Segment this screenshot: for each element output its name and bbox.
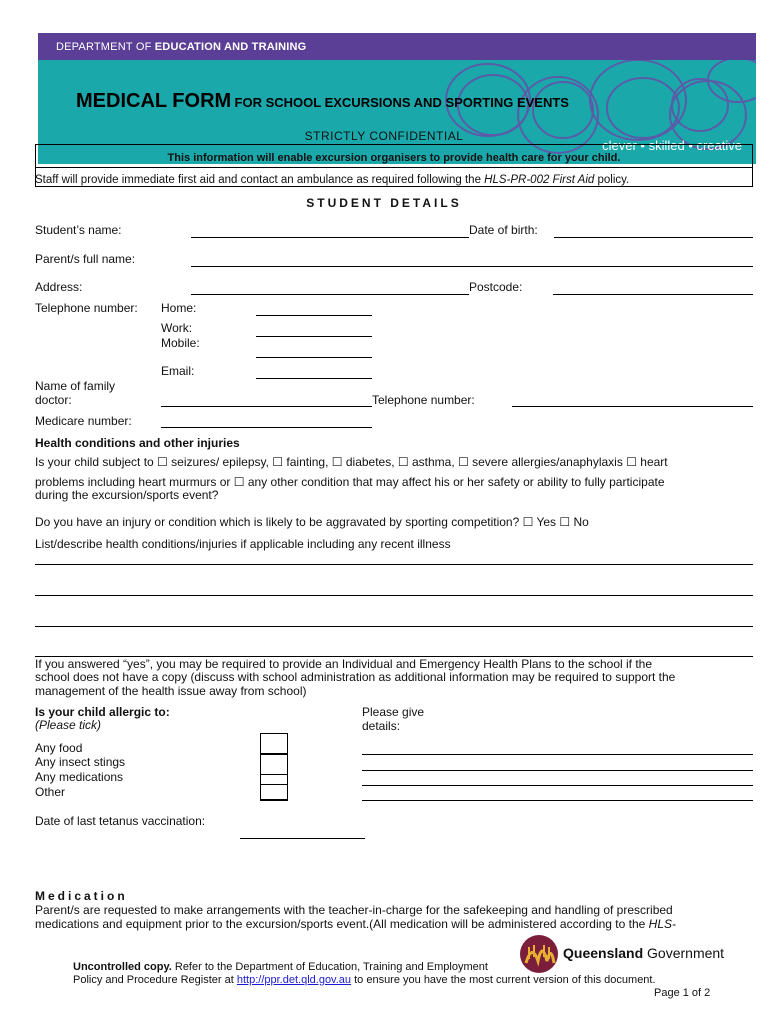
parent-name-field[interactable] (191, 266, 753, 267)
student-name-field[interactable] (191, 237, 469, 238)
conditions-line-3[interactable] (35, 626, 753, 627)
uncontrolled-copy-label: Uncontrolled copy. (73, 961, 172, 973)
tetanus-date-field[interactable] (240, 838, 365, 839)
conditions-line-2[interactable] (35, 595, 753, 596)
form-title-sub: FOR SCHOOL EXCURSIONS AND SPORTING EVENTS (234, 95, 569, 110)
gov-wordmark-bold: Queensland (563, 945, 644, 961)
email-field[interactable] (256, 378, 372, 379)
footer-refer-text: Refer to the Department of Education, Training and Employment (171, 961, 488, 973)
telephone-label: Telephone number: (35, 301, 138, 315)
gov-wordmark-rest: Government (643, 945, 725, 961)
medication-text-line1: Parent/s are requested to make arrangements with the teacher-in-charge for the safekeeping and handling of prescribed (35, 903, 673, 917)
address-field[interactable] (191, 294, 469, 295)
yes-note-line2: school does not have a copy (discuss with school administration as additional information may be required to support the (35, 670, 676, 684)
yes-note-line1: If you answered “yes”, you may be required to provide an Individual and Emergency Health Plans to the school if the (35, 657, 653, 671)
home-phone-field[interactable] (256, 315, 372, 316)
email-label: Email: (161, 364, 195, 378)
work-phone-field[interactable] (256, 336, 372, 337)
medication-text-line2 (35, 917, 676, 931)
parent-name-label: Parent/s full name: (35, 252, 136, 266)
doctor-name-field[interactable] (161, 406, 372, 407)
allergy-item-medications: Any medications (35, 770, 124, 784)
postcode-label: Postcode: (469, 280, 523, 294)
first-aid-policy: HLS-PR-002 First Aid (484, 174, 595, 186)
allergy-details-line-2[interactable] (362, 770, 753, 771)
first-aid-text: Staff will provide immediate first aid and contact an ambulance as required following the (35, 174, 485, 186)
page-number: Page 1 of 2 (654, 987, 711, 999)
tagline: clever • skilled • creative (602, 138, 742, 153)
allergy-details-line-3[interactable] (362, 785, 753, 786)
dob-label: Date of birth: (469, 223, 538, 237)
queensland-government-wordmark (563, 945, 724, 961)
condition-question-line2: problems including heart murmurs or ☐ any other condition that may affect his or her safety or ability to fully participate (35, 475, 665, 489)
footer-line1 (73, 961, 488, 973)
ppr-link[interactable]: http://ppr.det.qld.gov.au (236, 974, 352, 986)
footer-line2 (73, 974, 656, 986)
please-give-label: Please give (362, 705, 425, 719)
form-title-main: MEDICAL FORM (76, 90, 232, 112)
allergy-checkbox-other[interactable] (260, 784, 288, 801)
info-box (35, 144, 753, 187)
allergy-item-insect: Any insect stings (35, 755, 126, 769)
medicare-field[interactable] (161, 427, 372, 428)
please-tick-label: (Please tick) (35, 718, 102, 732)
doctor-label-line2: doctor: (35, 393, 72, 407)
allergy-checkbox-insect[interactable] (260, 754, 288, 775)
medication-heading: Medication (35, 889, 128, 903)
mobile-phone-field[interactable] (256, 357, 372, 358)
medicare-label: Medicare number: (35, 414, 132, 428)
first-aid-text-end: policy. (594, 174, 630, 186)
work-phone-label: Work: (161, 321, 193, 335)
confidential-label: STRICTLY CONFIDENTIAL (304, 129, 464, 143)
dob-field[interactable] (554, 237, 753, 238)
details-label: details: (362, 719, 401, 733)
condition-question-line3: during the excursion/sports event? (35, 488, 219, 502)
info-statement: This information will enable excursion organisers to provide health care for your child. (167, 152, 621, 164)
student-details-heading: STUDENT DETAILS (306, 196, 462, 210)
student-name-label: Student’s name: (35, 223, 122, 237)
health-heading: Health conditions and other injuries (35, 436, 240, 450)
allergy-item-food: Any food (35, 741, 83, 755)
allergy-checkbox-food[interactable] (260, 733, 288, 754)
allergy-details-line-1[interactable] (362, 754, 753, 755)
allergy-details-line-4[interactable] (362, 800, 753, 801)
mobile-phone-label: Mobile: (161, 336, 200, 350)
home-phone-label: Home: (161, 301, 197, 315)
tetanus-label: Date of last tetanus vaccination: (35, 814, 206, 828)
address-label: Address: (35, 280, 83, 294)
dept-prefix: DEPARTMENT OF (56, 41, 152, 53)
footer-policy-text-end: to ensure you have the most current version of this document. (351, 974, 656, 986)
medication-text: medications and equipment prior to the excursion/sports event.(All medication will be administered according to the (35, 917, 649, 931)
condition-question-line1: Is your child subject to ☐ seizures/ epilepsy, ☐ fainting, ☐ diabetes, ☐ asthma, ☐ severe allergies/anaphylaxis ☐ heart (35, 455, 668, 469)
allergy-item-other: Other (35, 785, 66, 799)
doctor-phone-label: Telephone number: (372, 393, 475, 407)
injury-question: Do you have an injury or condition which is likely to be aggravated by sporting competition? ☐ Yes ☐ No (35, 515, 589, 529)
list-conditions-label: List/describe health conditions/injuries if applicable including any recent illness (35, 537, 451, 551)
first-aid-statement (35, 174, 629, 186)
form-title (76, 90, 569, 113)
doctor-phone-field[interactable] (512, 406, 753, 407)
info-divider (36, 167, 752, 168)
allergy-question: Is your child allergic to: (35, 705, 170, 719)
conditions-line-1[interactable] (35, 564, 753, 565)
department-banner (38, 33, 756, 60)
postcode-field[interactable] (553, 294, 753, 295)
dept-name: EDUCATION AND TRAINING (154, 41, 307, 53)
footer-policy-text: Policy and Procedure Register at (73, 974, 237, 986)
yes-note-line3: management of the health issue away from school) (35, 684, 307, 698)
queensland-government-logo (514, 933, 564, 975)
doctor-label-line1: Name of family (35, 379, 116, 393)
medication-policy-ref: HLS- (648, 917, 676, 931)
